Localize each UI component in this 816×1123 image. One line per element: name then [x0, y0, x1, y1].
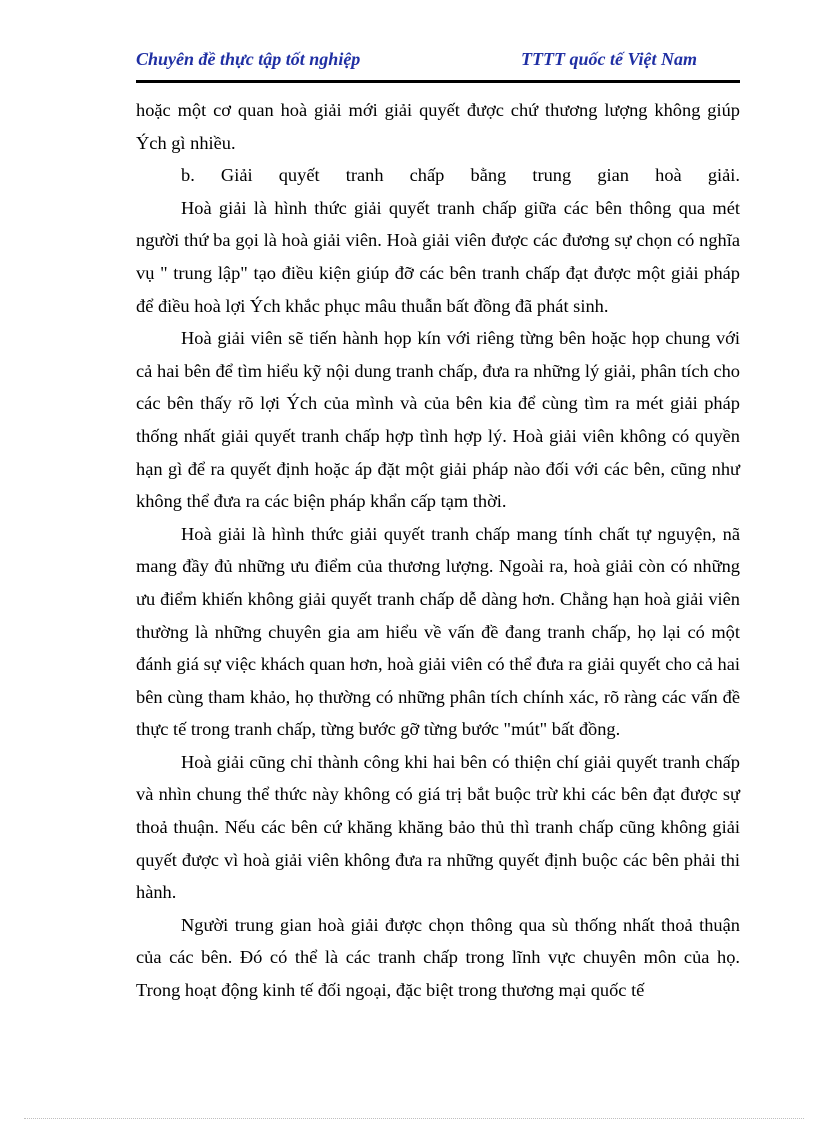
header-organization: TTTT quốc tế Việt Nam — [521, 49, 697, 69]
page-bottom-divider — [24, 1118, 804, 1119]
paragraph: Hoà giải là hình thức giải quyết tranh chấp giữa các bên thông qua mét người thứ ba gọi là hoà giải viên. Hoà giải viên được các đương sự chọn có nghĩa vụ " trung lập" tạo điều kiện giúp đỡ các bên tranh chấp đạt được một giải pháp để điều hoà lợi Ých khắc phục mâu thuẫn bất đồng đã phát sinh. — [136, 197, 740, 316]
section-heading: b. Giải quyết tranh chấp bằng trung gian hoà giải. — [181, 165, 740, 186]
paragraph: Hoà giải là hình thức giải quyết tranh chấp mang tính chất tự nguyện, nã mang đầy đủ những ưu điểm của thương lượng. Ngoài ra, hoà giải còn có những ưu điểm khiến không giải quyết tranh chấp dễ dàng hơn. Chẳng hạn hoà giải viên thường là những chuyên gia am hiểu về vấn đề đang tranh chấp, họ lại có một đánh giá sự việc khách quan hơn, hoà giải viên có thể đưa ra giải quyết cho cả hai bên cùng tham khảo, họ thường có những phân tích chính xác, rõ ràng các vấn đề thực tế trong tranh chấp, từng bước gỡ từng bước "mút" bất đồng. — [136, 523, 740, 740]
paragraph: Hoà giải viên sẽ tiến hành họp kín với riêng từng bên hoặc họp chung với cả hai bên để tìm hiểu kỹ nội dung tranh chấp, đưa ra những lý giải, phân tích cho các bên thấy rõ lợi Ých của mình và của bên kia để cùng tìm ra mét giải pháp thống nhất giải quyết tranh chấp hợp tình hợp lý. Hoà giải viên không có quyền hạn gì để ra quyết định hoặc áp đặt một giải pháp nào đối với các bên, cũng như không thể đưa ra các biện pháp khẩn cấp tạm thời. — [136, 328, 740, 512]
paragraph-continuation: hoặc một cơ quan hoà giải mới giải quyết được chứ thương lượng không giúp Ých gì nhiều. — [136, 100, 740, 153]
header-document-title: Chuyên đề thực tập tốt nghiệp — [136, 49, 361, 69]
paragraph: Người trung gian hoà giải được chọn thông qua sù thống nhất thoả thuận của các bên. Đó có thể là các tranh chấp trong lĩnh vực chuyên môn của họ. Trong hoạt động kinh tế đối ngoại, đặc biệt trong thương mại quốc tế — [136, 914, 740, 1001]
header-divider — [136, 80, 740, 83]
document-body — [136, 94, 740, 1007]
page-header — [136, 48, 740, 76]
paragraph: Hoà giải cũng chỉ thành công khi hai bên có thiện chí giải quyết tranh chấp và nhìn chung thể thức này không có giá trị bắt buộc trừ khi các bên đạt được sự thoả thuận. Nếu các bên cứ khăng khăng bảo thủ thì tranh chấp cũng không giải quyết được vì hoà giải viên không đưa ra những quyết định buộc các bên phải thi hành. — [136, 751, 740, 903]
